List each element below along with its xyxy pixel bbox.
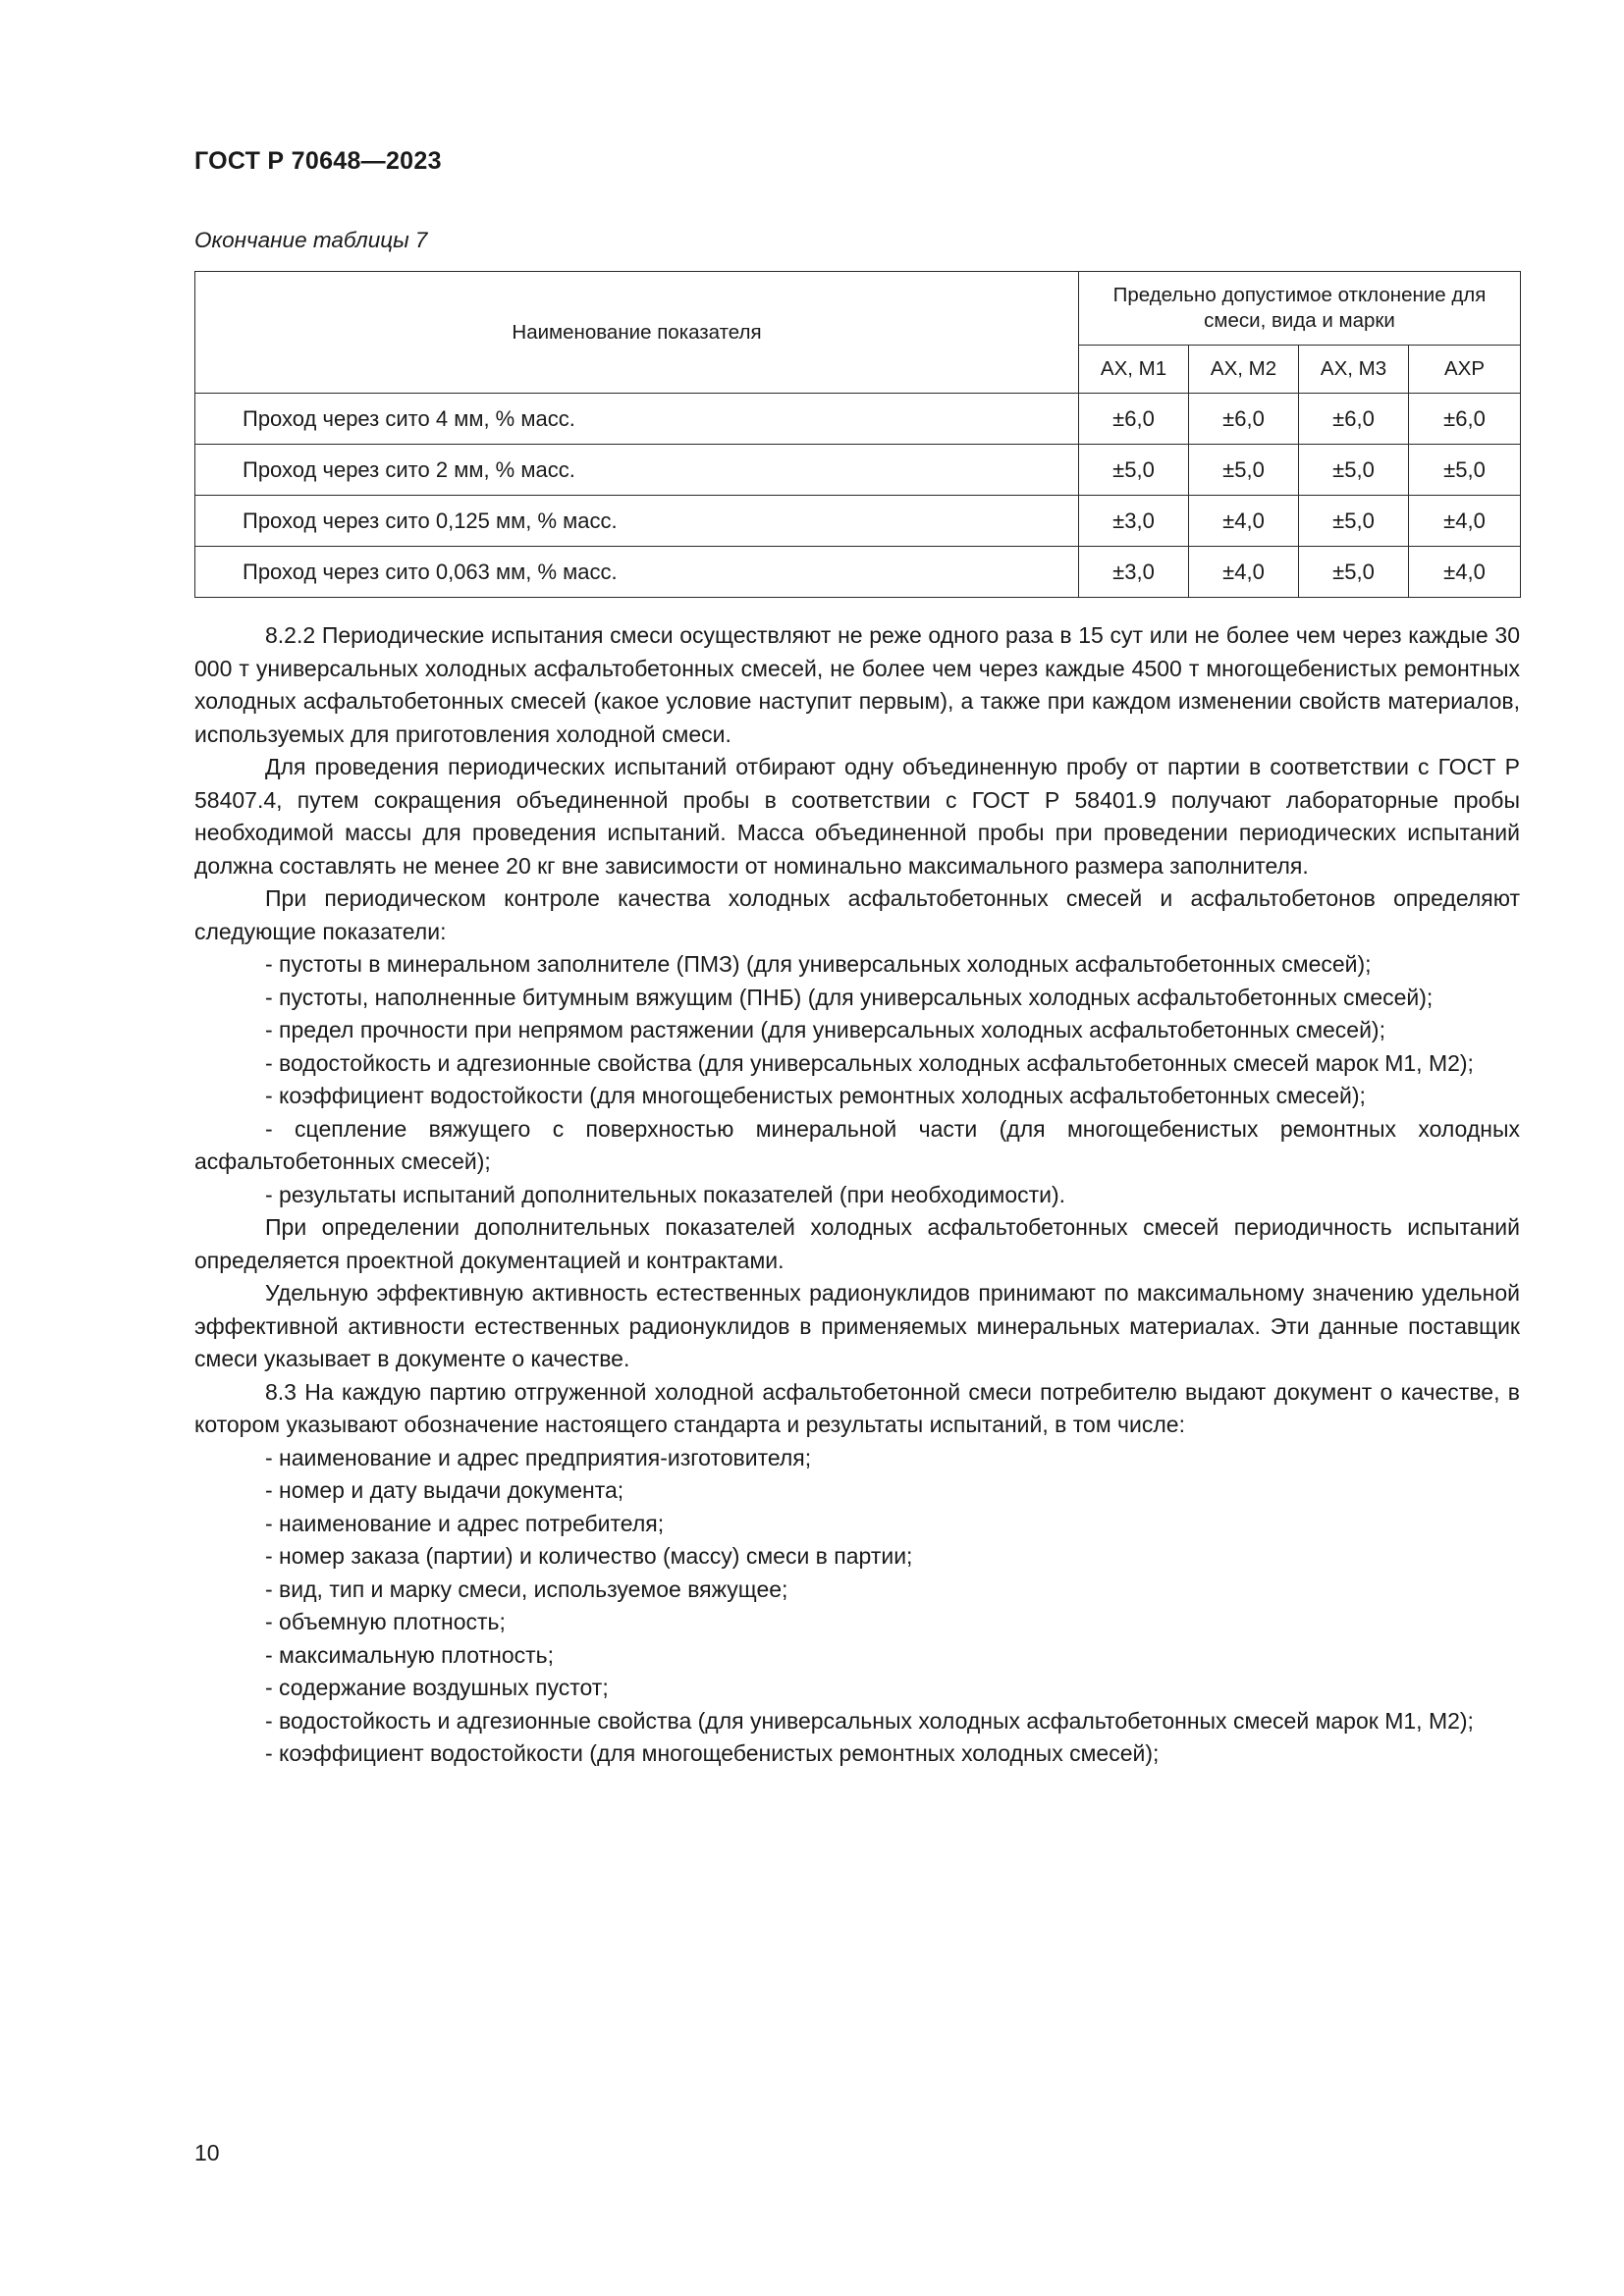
column-header-group: Предельно допустимое отклонение для смеси, вида и марки <box>1079 272 1521 346</box>
paragraph: При определении дополнительных показателей холодных асфальтобетонных смесей периодичность испытаний определяется проектной документацией и контрактами. <box>194 1214 1520 1273</box>
deviation-table <box>194 271 1521 598</box>
row-value: ±4,0 <box>1409 547 1521 598</box>
column-header-mark: АХР <box>1409 346 1521 394</box>
row-value: ±5,0 <box>1079 445 1189 496</box>
row-value: ±6,0 <box>1299 394 1409 445</box>
list-item: - результаты испытаний дополнительных показателей (при необходимости). <box>265 1181 1066 1207</box>
row-value: ±5,0 <box>1299 496 1409 547</box>
list-item: - наименование и адрес потребителя; <box>265 1510 665 1536</box>
row-value: ±5,0 <box>1409 445 1521 496</box>
row-value: ±4,0 <box>1409 496 1521 547</box>
row-value: ±4,0 <box>1189 547 1299 598</box>
table-row <box>195 496 1521 547</box>
list-item: - водостойкость и адгезионные свойства (для универсальных холодных асфальтобетонных смесей марок М1, М2); <box>265 1707 1474 1734</box>
paragraph: Удельную эффективную активность естественных радионуклидов принимают по максимальному значению удельной эффективной активности естественных радионуклидов в применяемых минеральных материалах. Эти данные поставщик смеси указывает в документе о качестве. <box>194 1280 1520 1371</box>
list-item: - содержание воздушных пустот; <box>265 1675 609 1700</box>
column-header-mark: АХ, М2 <box>1189 346 1299 394</box>
list-item: - номер заказа (партии) и количество (массу) смеси в партии; <box>265 1543 913 1569</box>
paragraph: При периодическом контроле качества холодных асфальтобетонных смесей и асфальтобетонов определяют следующие показатели: <box>194 885 1520 944</box>
row-label: Проход через сито 0,063 мм, % масс. <box>195 547 1079 598</box>
list-item: - предел прочности при непрямом растяжении (для универсальных холодных асфальтобетонных смесей); <box>265 1017 1385 1042</box>
list-item: - коэффициент водостойкости (для многощебенистых ремонтных холодных смесей); <box>265 1740 1160 1766</box>
row-label: Проход через сито 2 мм, % масс. <box>195 445 1079 496</box>
column-header-mark: АХ, М1 <box>1079 346 1189 394</box>
row-value: ±6,0 <box>1079 394 1189 445</box>
column-header-name: Наименование показателя <box>195 272 1079 394</box>
row-value: ±6,0 <box>1409 394 1521 445</box>
row-value: ±4,0 <box>1189 496 1299 547</box>
row-value: ±6,0 <box>1189 394 1299 445</box>
list-item: - сцепление вяжущего с поверхностью минеральной части (для многощебенистых ремонтных холодных асфальтобетонных смесей); <box>194 1115 1520 1174</box>
list-item: - объемную плотность; <box>265 1609 506 1634</box>
row-value: ±5,0 <box>1299 445 1409 496</box>
table-row <box>195 445 1521 496</box>
document-code: ГОСТ Р 70648—2023 <box>194 147 442 175</box>
paragraph-8-2-2: 8.2.2 Периодические испытания смеси осуществляют не реже одного раза в 15 сут или не более чем через каждые 30 000 т универсальных холодных асфальтобетонных смесей, не более чем через каждые 4500 т многощебенистых ремонтных холодных асфальтобетонных смесей (какое условие наступит первым), а также при каждом изменении свойств материалов, используемых для приготовления холодной смеси. <box>194 622 1520 747</box>
row-label: Проход через сито 4 мм, % масс. <box>195 394 1079 445</box>
list-item: - наименование и адрес предприятия-изготовителя; <box>265 1444 812 1470</box>
list-item: - пустоты, наполненные битумным вяжущим (ПНБ) (для универсальных холодных асфальтобетонных смесей); <box>265 984 1434 1010</box>
body-text <box>194 619 1520 1771</box>
row-value: ±5,0 <box>1299 547 1409 598</box>
paragraph-8-3: 8.3 На каждую партию отгруженной холодной асфальтобетонной смеси потребителю выдают документ о качестве, в котором указывают обозначение настоящего стандарта и результаты испытаний, в том числе: <box>194 1378 1520 1437</box>
list-item: - водостойкость и адгезионные свойства (для универсальных холодных асфальтобетонных смесей марок М1, М2); <box>265 1049 1474 1076</box>
page-number: 10 <box>194 2140 220 2165</box>
row-label: Проход через сито 0,125 мм, % масс. <box>195 496 1079 547</box>
row-value: ±3,0 <box>1079 547 1189 598</box>
list-item: - максимальную плотность; <box>265 1641 555 1668</box>
table-row <box>195 547 1521 598</box>
list-item: - пустоты в минеральном заполнителе (ПМЗ) (для универсальных холодных асфальтобетонных смесей); <box>265 951 1372 977</box>
list-item: - коэффициент водостойкости (для многощебенистых ремонтных холодных асфальтобетонных смесей); <box>265 1083 1366 1108</box>
paragraph: Для проведения периодических испытаний отбирают одну объединенную пробу от партии в соответствии с ГОСТ Р 58407.4, путем сокращения объединенной пробы в соответствии с ГОСТ Р 58401.9 получают лабораторные пробы необходимой массы для проведения испытаний. Масса объединенной пробы при проведении периодических испытаний должна составлять не менее 20 кг вне зависимости от номинально максимального размера заполнителя. <box>194 754 1520 879</box>
row-value: ±5,0 <box>1189 445 1299 496</box>
table-caption: Окончание таблицы 7 <box>194 228 428 252</box>
table-row <box>195 394 1521 445</box>
list-item: - вид, тип и марку смеси, используемое вяжущее; <box>265 1575 788 1602</box>
row-value: ±3,0 <box>1079 496 1189 547</box>
column-header-mark: АХ, М3 <box>1299 346 1409 394</box>
list-item: - номер и дату выдачи документа; <box>265 1477 624 1503</box>
